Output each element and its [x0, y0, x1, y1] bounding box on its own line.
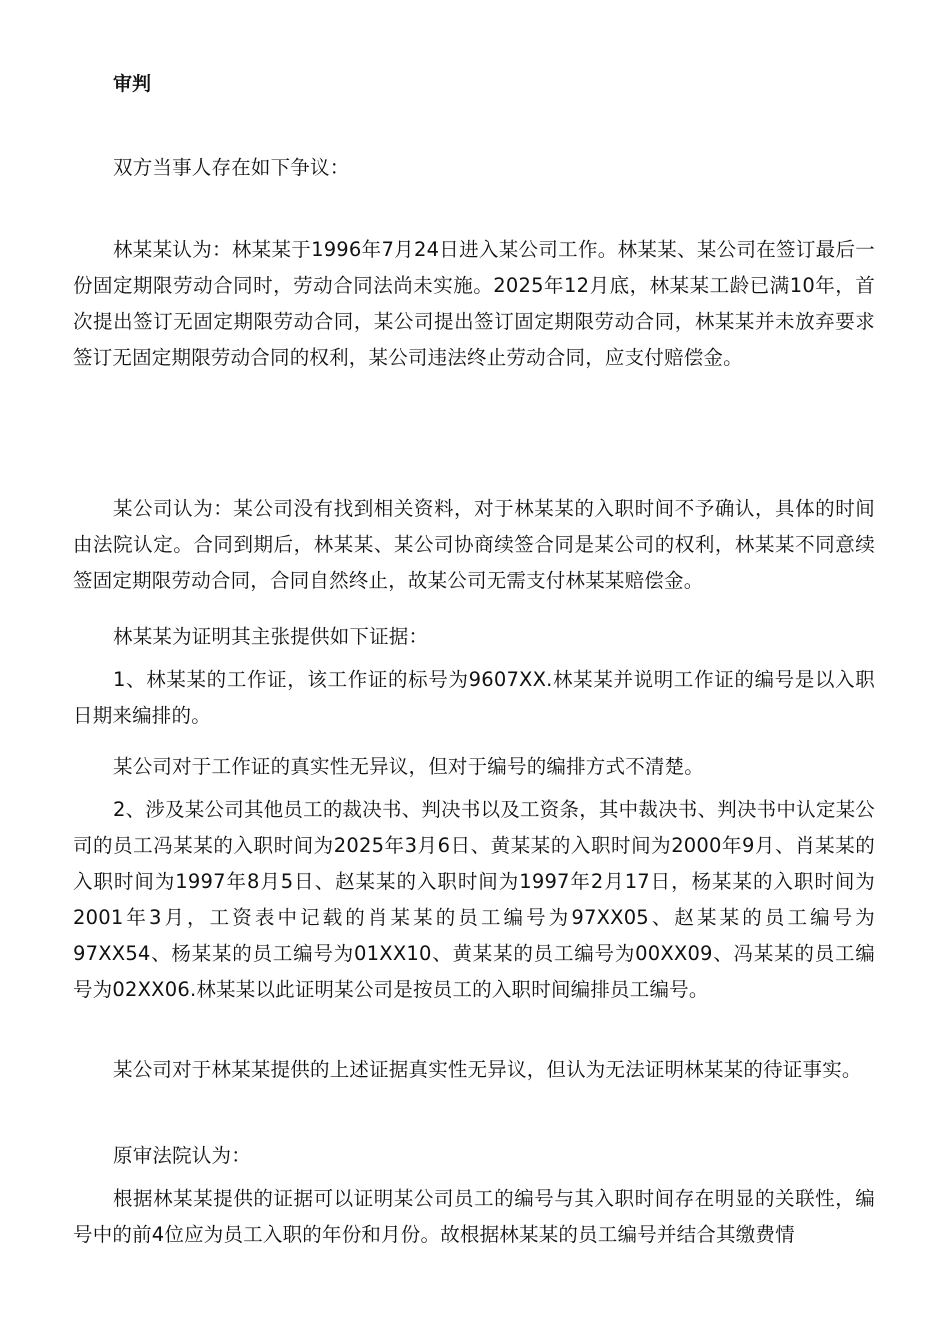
paragraph-court-opinion-intro: 原审法院认为：: [113, 1144, 251, 1167]
paragraph-evidence-intro: 林某某为证明其主张提供如下证据：: [113, 625, 429, 648]
paragraph-plaintiff-claim: 林某某认为：林某某于1996年7月24日进入某公司工作。林某某、某公司在签订最后一份固定期限劳动合同时，劳动合同法尚未实施。2025年12月底，林某某工龄已满10年，首次提出签订无固定期限劳动合同，某公司提出签订固定期限劳动合同，林某某并未放弃要求签订无固定期限劳动合同的权利，某公司违法终止劳动合同，应支付赔偿金。: [73, 238, 875, 369]
paragraph-dispute-intro: 双方当事人存在如下争议：: [113, 156, 350, 179]
paragraph-evidence-2: 2、涉及某公司其他员工的裁决书、判决书以及工资条，其中裁决书、判决书中认定某公司的员工冯某某的入职时间为2025年3月6日、黄某某的入职时间为2000年9月、肖某某的入职时间为1997年8月5日、赵某某的入职时间为1997年2月17日，杨某某的入职时间为2001年3月，工资表中记载的肖某某的员工编号为97XX05、赵某某的员工编号为97XX54、杨某某的员工编号为01XX10、黄某某的员工编号为00XX09、冯某某的员工编号为02XX06.林某某以此证明某公司是按员工的入职时间编排员工编号。: [73, 798, 875, 1001]
document-title: 审判: [113, 73, 152, 95]
paragraph-court-opinion: 根据林某某提供的证据可以证明某公司员工的编号与其入职时间存在明显的关联性，编号中的前4位应为员工入职的年份和月份。故根据林某某的员工编号并结合其缴费情: [73, 1187, 875, 1246]
paragraph-company-response-2: 某公司对于林某某提供的上述证据真实性无异议，但认为无法证明林某某的待证事实。: [113, 1058, 862, 1081]
paragraph-company-claim: 某公司认为：某公司没有找到相关资料，对于林某某的入职时间不予确认，具体的时间由法院认定。合同到期后，林某某、某公司协商续签合同是某公司的权利，林某某不同意续签固定期限劳动合同，合同自然终止，故某公司无需支付林某某赔偿金。: [73, 497, 875, 592]
paragraph-company-response-1: 某公司对于工作证的真实性无异议，但对于编号的编排方式不清楚。: [113, 755, 705, 778]
paragraph-evidence-1: 1、林某某的工作证，该工作证的标号为9607XX.林某某并说明工作证的编号是以入职日期来编排的。: [73, 668, 875, 727]
